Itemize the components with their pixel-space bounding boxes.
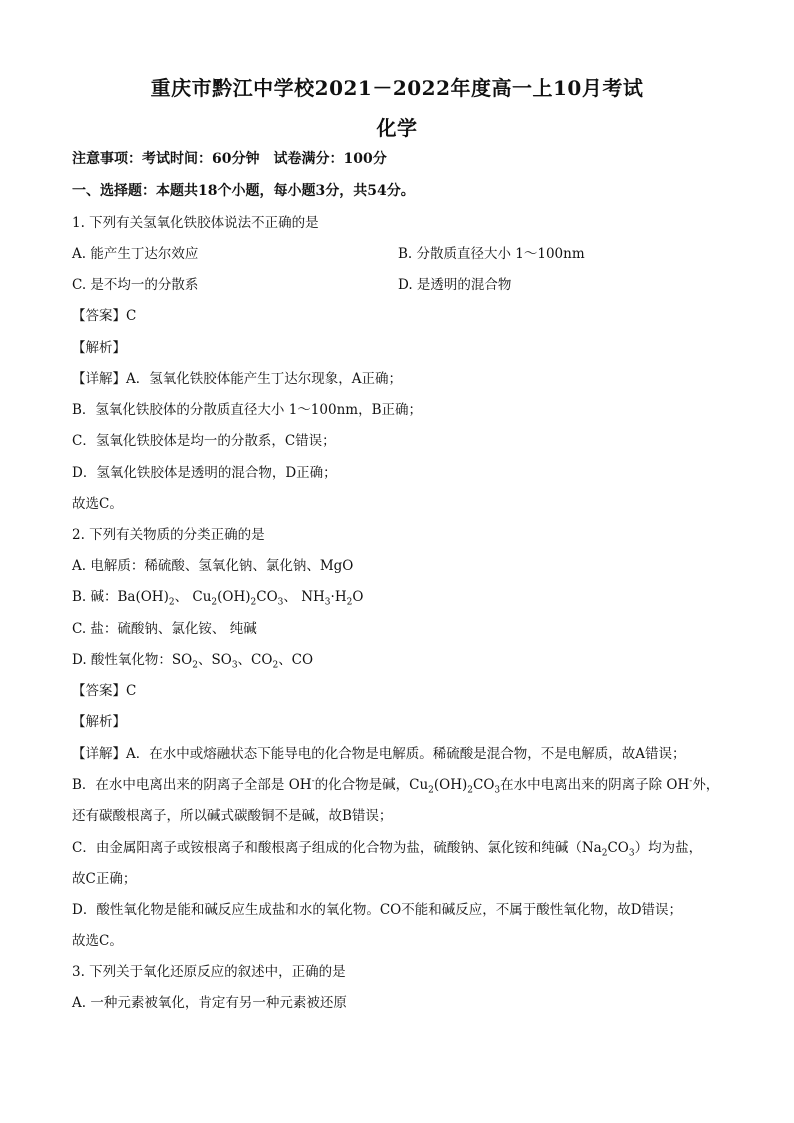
exam-title: 重庆市黔江中学校2021－2022年度高一上10月考试 [150,76,644,100]
q1-option-c: C. 是不均一的分散系 [72,277,199,293]
q3-option-a: A. 一种元素被氧化，肯定有另一种元素被还原 [72,995,347,1011]
q2-stem: 2. 下列有关物质的分类正确的是 [72,527,265,543]
q1-detail-4: D．氢氧化铁胶体是透明的混合物，D正确； [72,465,337,481]
q2-option-a: A. 电解质：稀硫酸、氢氧化钠、氯化钠、MgO [72,558,354,574]
q2-detail-1: 【详解】A．在水中或熔融状态下能导电的化合物是电解质。稀硫酸是混合物，不是电解质，故A错误； [72,746,686,762]
q2-detail-6: D．酸性氧化物是能和碱反应生成盐和水的氧化物。CO不能和碱反应，不属于酸性氧化物，故D错误； [72,902,683,918]
q1-option-b: B. 分散质直径大小 1～100nm [398,246,585,262]
q1-stem: 1. 下列有关氢氧化铁胶体说法不正确的是 [72,215,319,231]
section-heading: 一、选择题：本题共18个小题，每小题3分，共54分。 [72,183,415,199]
notice-line: 注意事项：考试时间：60分钟 试卷满分：100分 [72,151,387,167]
q2-option-b: B. 碱：$Ba(OH)_2$、 $Cu_2(OH)_2CO_3$、 $NH_3\cdot H_2O$ [72,589,364,608]
q2-detail-5: 故C正确； [72,871,137,887]
q1-detail-2: B．氢氧化铁胶体的分散质直径大小 1～100nm，B正确； [72,402,422,418]
q1-analysis-label: 【解析】 [72,340,126,356]
q1-detail-3: C．氢氧化铁胶体是均一的分散系，C错误； [72,433,336,449]
q1-option-a: A. 能产生丁达尔效应 [72,246,199,262]
q2-detail-2: B．在水中电离出来的阴离子全部是 OH-的化合物是碱，$Cu_2(OH)_2CO_3$在水中电离出来的阴离子除 OH-外， [72,776,720,796]
q1-conclusion: 故选C。 [72,496,123,512]
q2-option-c: C. 盐：硫酸钠、氯化铵、 纯碱 [72,621,257,637]
q2-conclusion: 故选C。 [72,933,123,949]
q3-stem: 3. 下列关于氧化还原反应的叙述中，正确的是 [72,964,346,980]
subject-title: 化学 [376,116,418,140]
q1-answer: 【答案】C [72,308,137,324]
q2-analysis-label: 【解析】 [72,714,126,730]
q2-detail-3: 还有碳酸根离子，所以碱式碳酸铜不是碱，故B错误； [72,808,393,824]
q1-detail-1: 【详解】A．氢氧化铁胶体能产生丁达尔现象，A正确； [72,371,402,387]
q2-detail-4: C．由金属阳离子或铵根离子和酸根离子组成的化合物为盐，硫酸钠、氯化铵和纯碱$(Na_2CO_3)$均为盐， [72,840,703,859]
q2-answer: 【答案】C [72,683,137,699]
q2-option-d: D. 酸性氧化物：$SO_2$、$SO_3$、$CO_2$、CO [72,652,314,671]
q1-option-d: D. 是透明的混合物 [398,277,512,293]
